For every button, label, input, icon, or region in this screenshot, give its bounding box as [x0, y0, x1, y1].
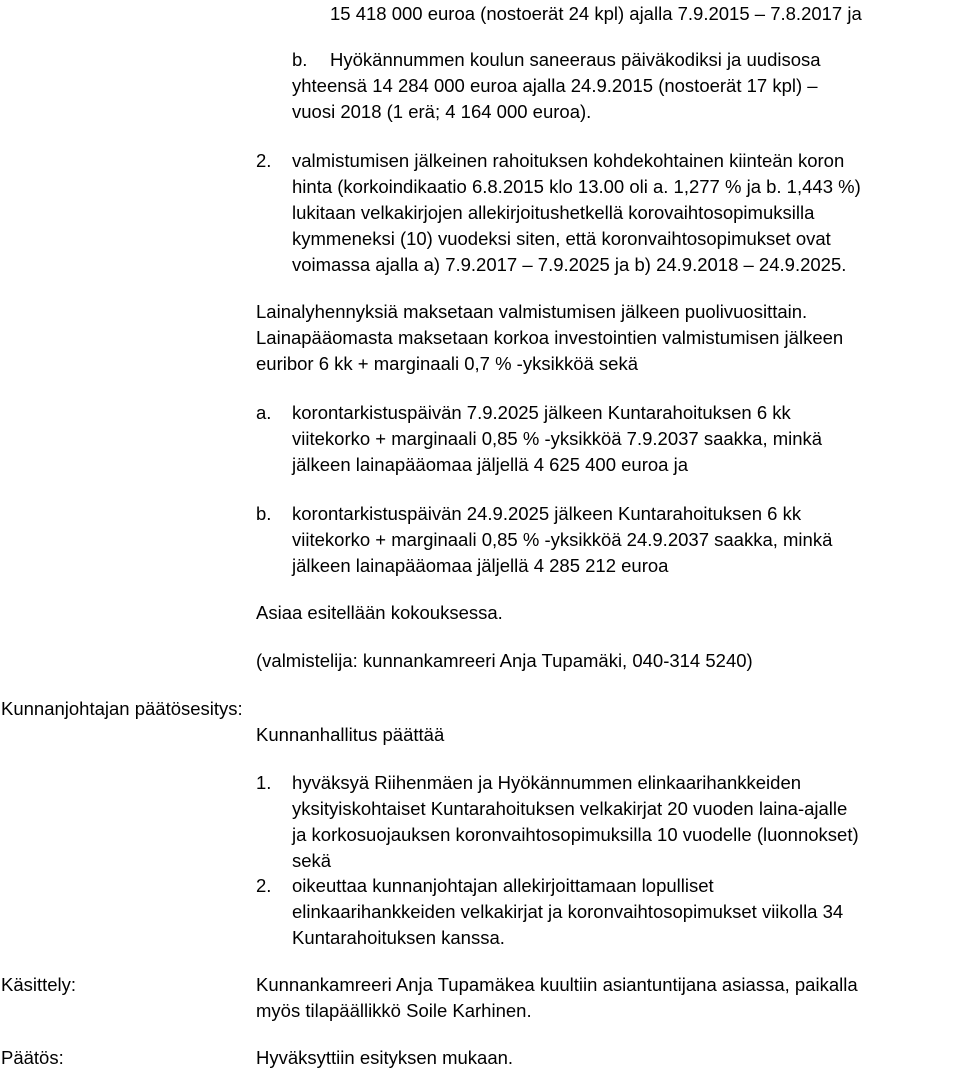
proposal-item-1-line: hyväksyä Riihenmäen ja Hyökännummen elinkaarihankkeiden	[292, 772, 802, 793]
handling-line: Kunnankamreeri Anja Tupamäkea kuultiin asiantuntijana asiassa, paikalla	[256, 974, 858, 995]
item-a-continuation: 15 418 000 euroa (nostoerät 24 kpl) ajalla 7.9.2015 – 7.8.2017 ja	[330, 3, 862, 24]
handling-label: Käsittely:	[1, 974, 77, 995]
item-2-line: lukitaan velkakirjojen allekirjoitushetkellä korovaihtosopimuksilla	[292, 202, 815, 223]
rate-item-a-label: a.	[256, 402, 272, 423]
proposal-item-1-label: 1.	[256, 772, 272, 793]
proposal-item-2-line: Kuntarahoituksen kanssa.	[292, 927, 505, 948]
rate-item-a-line: jälkeen lainapääomaa jäljellä 4 625 400 euroa ja	[292, 454, 688, 475]
proposal-item-1-line: sekä	[292, 850, 332, 871]
item-2-line: hinta (korkoindikaatio 6.8.2015 klo 13.00 oli a. 1,277 % ja b. 1,443 %)	[292, 176, 861, 197]
rate-item-a-line: korontarkistuspäivän 7.9.2025 jälkeen Kuntarahoituksen 6 kk	[292, 402, 791, 423]
rate-item-b-line: jälkeen lainapääomaa jäljellä 4 285 212 euroa	[292, 555, 669, 576]
amortization-line: Lainalyhennyksiä maksetaan valmistumisen jälkeen puolivuosittain.	[256, 301, 808, 322]
decision-label: Päätös:	[1, 1047, 64, 1068]
handling-line: myös tilapäällikkö Soile Karhinen.	[256, 1000, 532, 1021]
proposal-item-1-line: ja korkosuojauksen koronvaihtosopimuksilla 10 vuodelle (luonnokset)	[292, 824, 859, 845]
rate-item-a-line: viitekorko + marginaali 0,85 % -yksikköä 7.9.2037 saakka, minkä	[292, 428, 823, 449]
decision-text: Hyväksyttiin esityksen mukaan.	[256, 1047, 514, 1068]
proposal-item-2-line: oikeuttaa kunnanjohtajan allekirjoittamaan lopulliset	[292, 875, 714, 896]
item-2-label: 2.	[256, 150, 272, 171]
item-b-line: yhteensä 14 284 000 euroa ajalla 24.9.2015 (nostoerät 17 kpl) –	[292, 75, 818, 96]
amortization-line: euribor 6 kk + marginaali 0,7 % -yksikköä sekä	[256, 353, 638, 374]
item-2-line: kymmeneksi (10) vuodeksi siten, että koronvaihtosopimukset ovat	[292, 228, 831, 249]
presented-note: Asiaa esitellään kokouksessa.	[256, 602, 503, 623]
item-2-line: valmistumisen jälkeinen rahoituksen kohdekohtainen kiinteän koron	[292, 150, 845, 171]
proposal-item-2-line: elinkaarihankkeiden velkakirjat ja koronvaihtosopimukset viikolla 34	[292, 901, 844, 922]
proposal-intro: Kunnanhallitus päättää	[256, 724, 445, 745]
item-2-line: voimassa ajalla a) 7.9.2017 – 7.9.2025 ja b) 24.9.2018 – 24.9.2025.	[292, 254, 847, 275]
item-b-line: Hyökännummen koulun saneeraus päiväkodiksi ja uudisosa	[330, 49, 821, 70]
proposal-item-2-label: 2.	[256, 875, 272, 896]
rate-item-b-line: korontarkistuspäivän 24.9.2025 jälkeen Kuntarahoituksen 6 kk	[292, 503, 802, 524]
proposal-heading: Kunnanjohtajan päätösesitys:	[1, 698, 243, 719]
amortization-line: Lainapääomasta maksetaan korkoa investointien valmistumisen jälkeen	[256, 327, 844, 348]
rate-item-b-line: viitekorko + marginaali 0,85 % -yksikköä 24.9.2037 saakka, minkä	[292, 529, 833, 550]
rate-item-b-label: b.	[256, 503, 272, 524]
item-b-label: b.	[292, 49, 308, 70]
preparer-note: (valmistelija: kunnankamreeri Anja Tupamäki, 040-314 5240)	[256, 650, 753, 671]
proposal-item-1-line: yksityiskohtaiset Kuntarahoituksen velkakirjat 20 vuoden laina-ajalle	[292, 798, 848, 819]
item-b-line: vuosi 2018 (1 erä; 4 164 000 euroa).	[292, 101, 592, 122]
